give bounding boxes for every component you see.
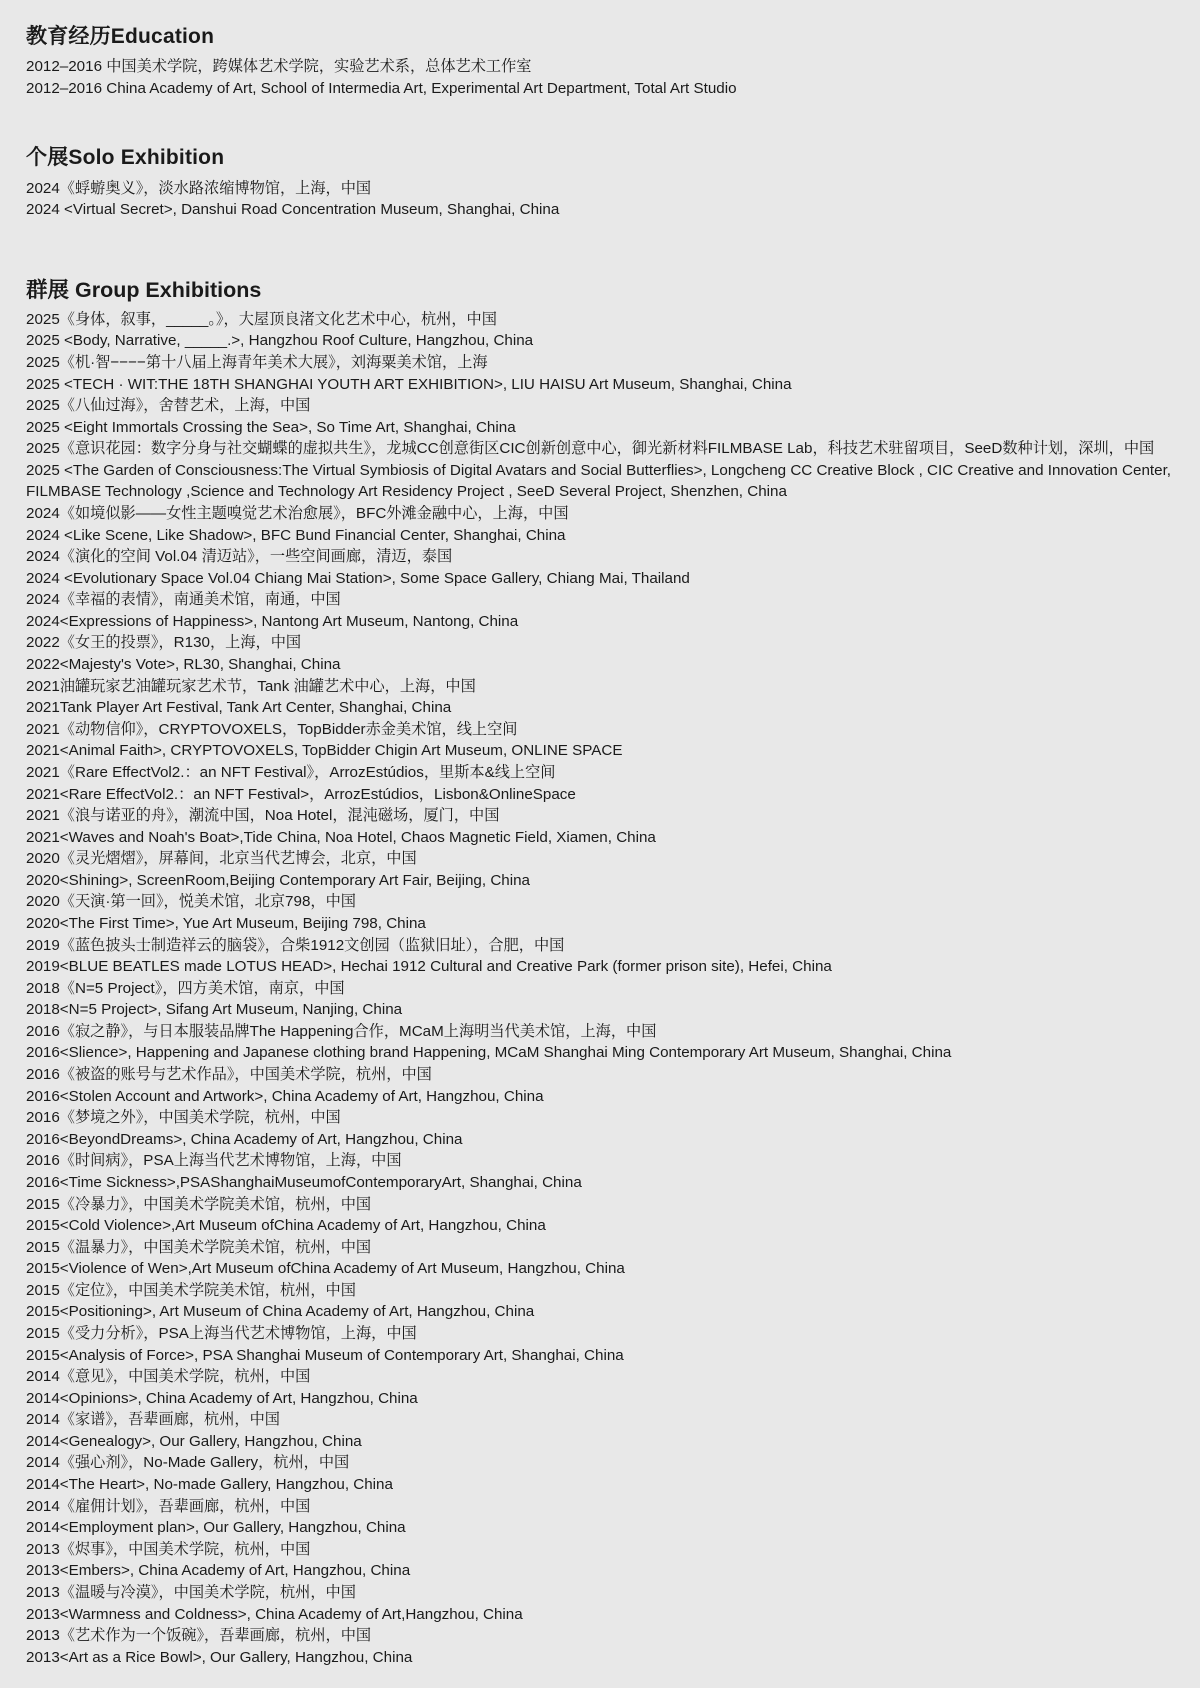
group-exhibition-line: 2020<Shining>, ScreenRoom,Beijing Contemporary Art Fair, Beijing, China bbox=[26, 871, 530, 889]
section-education bbox=[26, 24, 1174, 99]
group-exhibition-line: 2021《浪与诺亚的舟》，潮流中国，Noa Hotel，混沌磁场，厦门，中国 bbox=[26, 807, 500, 825]
group-exhibition-line: 2024 <Evolutionary Space Vol.04 Chiang Mai Station>, Some Space Gallery, Chiang Mai, Thailand bbox=[26, 569, 690, 587]
group-exhibition-line: 2022《女王的投票》，R130，上海，中国 bbox=[26, 634, 302, 652]
group-exhibition-line: 2016<Stolen Account and Artwork>, China Academy of Art, Hangzhou, China bbox=[26, 1087, 544, 1105]
group-exhibition-line: 2024《幸福的表情》，南通美术馆，南通，中国 bbox=[26, 591, 341, 609]
group-exhibition-line: 2025 <Body, Narrative, _____.>, Hangzhou Roof Culture, Hangzhou, China bbox=[26, 332, 534, 350]
group-exhibitions-heading: 群展 Group Exhibitions bbox=[26, 277, 262, 302]
group-exhibition-line: 2022<Majesty's Vote>, RL30, Shanghai, China bbox=[26, 656, 341, 674]
group-exhibition-line: 2013<Art as a Rice Bowl>, Our Gallery, Hangzhou, China bbox=[26, 1648, 413, 1666]
education-heading: 教育经历Education bbox=[26, 25, 215, 48]
group-exhibition-line: 2016《被盗的账号与艺术作品》，中国美术学院，杭州，中国 bbox=[26, 1066, 432, 1084]
group-exhibition-line: 2013《艺术作为一个饭碗》，吾辈画廊，杭州，中国 bbox=[26, 1627, 372, 1645]
group-exhibition-line: 2021油罐玩家艺油罐玩家艺术节，Tank 油罐艺术中心，上海，中国 bbox=[26, 677, 476, 695]
education-line-en: 2012–2016 China Academy of Art, School of Intermedia Art, Experimental Art Department, Total Art Studio bbox=[26, 79, 737, 97]
group-exhibition-line: 2021<Waves and Noah's Boat>,Tide China, Noa Hotel, Chaos Magnetic Field, Xiamen, China bbox=[26, 828, 656, 846]
group-exhibition-line: 2014<Employment plan>, Our Gallery, Hangzhou, China bbox=[26, 1519, 406, 1537]
group-exhibition-line: 2013<Warmness and Coldness>, China Academy of Art,Hangzhou, China bbox=[26, 1605, 523, 1623]
solo-line-cn: 2024《蜉蝣奥义》，淡水路浓缩博物馆，上海，中国 bbox=[26, 179, 372, 197]
group-exhibition-line: 2014<Opinions>, China Academy of Art, Hangzhou, China bbox=[26, 1389, 418, 1407]
group-exhibition-line: 2016《时间病》，PSA上海当代艺术博物馆，上海，中国 bbox=[26, 1152, 402, 1170]
group-exhibition-line: 2024《演化的空间 Vol.04 清迈站》，一些空间画廊，清迈，泰国 bbox=[26, 548, 453, 566]
section-solo-exhibition bbox=[26, 145, 1174, 220]
group-exhibition-line: 2019《蓝色披头士制造祥云的脑袋》，合柴1912文创园（监狱旧址），合肥，中国 bbox=[26, 936, 565, 954]
solo-line-en: 2024 <Virtual Secret>, Danshui Road Concentration Museum, Shanghai, China bbox=[26, 201, 560, 219]
group-exhibition-line: 2020《灵光熠熠》，屏幕间，北京当代艺博会，北京，中国 bbox=[26, 850, 417, 868]
group-exhibition-line: 2015<Violence of Wen>,Art Museum ofChina Academy of Art Museum, Hangzhou, China bbox=[26, 1260, 625, 1278]
group-exhibition-line: 2018<N=5 Project>, Sifang Art Museum, Nanjing, China bbox=[26, 1001, 403, 1019]
group-exhibition-line: 2015《冷暴力》，中国美术学院美术馆，杭州，中国 bbox=[26, 1195, 372, 1213]
group-exhibition-line: 2016<Slience>, Happening and Japanese clothing brand Happening, MCaM Shanghai Ming Contemporary Art Museum, Shanghai, China bbox=[26, 1044, 952, 1062]
group-exhibition-line: 2024《如境似影——女性主题嗅觉艺术治愈展》，BFC外滩金融中心，上海，中国 bbox=[26, 505, 569, 523]
section-group-exhibitions bbox=[26, 273, 1174, 1668]
group-exhibition-line: 2025《身体，叙事，_____。》，大屋顶良渚文化艺术中心，杭州，中国 bbox=[26, 310, 497, 328]
group-exhibition-line: 2013<Embers>, China Academy of Art, Hangzhou, China bbox=[26, 1562, 411, 1580]
group-exhibition-line: 2016<Time Sickness>,PSAShanghaiMuseumofContemporaryArt, Shanghai, China bbox=[26, 1173, 582, 1191]
group-exhibition-line: 2015<Positioning>, Art Museum of China Academy of Art, Hangzhou, China bbox=[26, 1303, 535, 1321]
group-exhibition-line: 2014《意见》，中国美术学院，杭州，中国 bbox=[26, 1368, 311, 1386]
group-exhibition-line: 2024<Expressions of Happiness>, Nantong Art Museum, Nantong, China bbox=[26, 612, 519, 630]
group-exhibition-line: 2025 <TECH · WIT:THE 18TH SHANGHAI YOUTH ART EXHIBITION>, LIU HAISU Art Museum, Shanghai, China bbox=[26, 375, 792, 393]
group-exhibition-line: 2015《受力分析》，PSA上海当代艺术博物馆，上海，中国 bbox=[26, 1324, 417, 1342]
group-exhibition-line: 2025 <The Garden of Consciousness:The Virtual Symbiosis of Digital Avatars and Social Butterflies>, Longcheng CC Creative Block , CIC Creative and Innovation Center, FILMBASE Technology ,Science and Technology Art Residency Project , SeeD Several Project, Shenzhen, China bbox=[26, 461, 1172, 501]
group-exhibition-line: 2013《烬事》，中国美术学院，杭州，中国 bbox=[26, 1540, 311, 1558]
group-exhibition-line: 2021Tank Player Art Festival, Tank Art Center, Shanghai, China bbox=[26, 699, 452, 717]
group-exhibition-line: 2014《家谱》，吾辈画廊，杭州，中国 bbox=[26, 1411, 280, 1429]
group-exhibition-line: 2013《温暖与冷漠》，中国美术学院，杭州，中国 bbox=[26, 1583, 356, 1601]
group-exhibition-line: 2015《定位》，中国美术学院美术馆，杭州，中国 bbox=[26, 1281, 356, 1299]
group-exhibition-line: 2015《温暴力》，中国美术学院美术馆，杭州，中国 bbox=[26, 1238, 372, 1256]
group-exhibition-line: 2025《机·智−−−−第十八届上海青年美术大展》，刘海粟美术馆，上海 bbox=[26, 353, 488, 371]
group-exhibition-line: 2020《天演·第一回》，悦美术馆，北京798，中国 bbox=[26, 893, 356, 911]
group-exhibition-line: 2014<The Heart>, No-made Gallery, Hangzhou, China bbox=[26, 1476, 393, 1494]
group-exhibition-line: 2020<The First Time>, Yue Art Museum, Beijing 798, China bbox=[26, 915, 426, 932]
solo-exhibition-heading: 个展Solo Exhibition bbox=[26, 146, 225, 170]
group-exhibition-line: 2016《寂之静》，与日本服装品牌The Happening合作，MCaM上海明当代美术馆，上海，中国 bbox=[26, 1022, 657, 1040]
group-exhibition-line: 2021<Animal Faith>, CRYPTOVOXELS, TopBidder Chigin Art Museum, ONLINE SPACE bbox=[26, 742, 623, 760]
group-exhibition-line: 2015<Cold Violence>,Art Museum ofChina Academy of Art, Hangzhou, China bbox=[26, 1217, 546, 1235]
group-exhibition-line: 2014《雇佣计划》，吾辈画廊，杭州，中国 bbox=[26, 1497, 311, 1515]
group-exhibition-line: 2019<BLUE BEATLES made LOTUS HEAD>, Hechai 1912 Cultural and Creative Park (former prison site), Hefei, China bbox=[26, 958, 832, 976]
spacer bbox=[26, 99, 1174, 145]
spacer bbox=[26, 221, 1174, 273]
group-exhibition-line: 2021《动物信仰》，CRYPTOVOXELS，TopBidder赤金美术馆，线上空间 bbox=[26, 720, 518, 738]
group-exhibition-line: 2016《梦境之外》，中国美术学院，杭州，中国 bbox=[26, 1109, 341, 1127]
group-exhibition-list bbox=[26, 309, 1174, 1668]
group-exhibition-line: 2014《强心剂》，No-Made Gallery，杭州，中国 bbox=[26, 1454, 350, 1472]
group-exhibition-line: 2014<Genealogy>, Our Gallery, Hangzhou, China bbox=[26, 1432, 362, 1450]
education-line-cn: 2012–2016 中国美术学院，跨媒体艺术学院，实验艺术系，总体艺术工作室 bbox=[26, 58, 532, 76]
group-exhibition-line: 2016<BeyondDreams>, China Academy of Art, Hangzhou, China bbox=[26, 1130, 463, 1148]
group-exhibition-line: 2021《Rare EffectVol2.：an NFT Festival》，ArrozEstúdios，里斯本&线上空间 bbox=[26, 763, 556, 781]
group-exhibition-line: 2015<Analysis of Force>, PSA Shanghai Museum of Contemporary Art, Shanghai, China bbox=[26, 1346, 624, 1364]
group-exhibition-line: 2025 <Eight Immortals Crossing the Sea>, So Time Art, Shanghai, China bbox=[26, 418, 516, 436]
group-exhibition-line: 2018《N=5 Project》，四方美术馆，南京，中国 bbox=[26, 979, 345, 997]
group-exhibition-line: 2025《八仙过海》，舍替艺术，上海，中国 bbox=[26, 397, 311, 415]
group-exhibition-line: 2025《意识花园：数字分身与社交蝴蝶的虚拟共生》，龙城CC创意街区CIC创新创意中心，御光新材料FILMBASE Lab，科技艺术驻留项目，SeeD数种计划，深圳，中国 bbox=[26, 440, 1155, 458]
group-exhibition-line: 2021<Rare EffectVol2.：an NFT Festival>，ArrozEstúdios，Lisbon&OnlineSpace bbox=[26, 785, 576, 803]
group-exhibition-line: 2024 <Like Scene, Like Shadow>, BFC Bund Financial Center, Shanghai, China bbox=[26, 526, 566, 544]
